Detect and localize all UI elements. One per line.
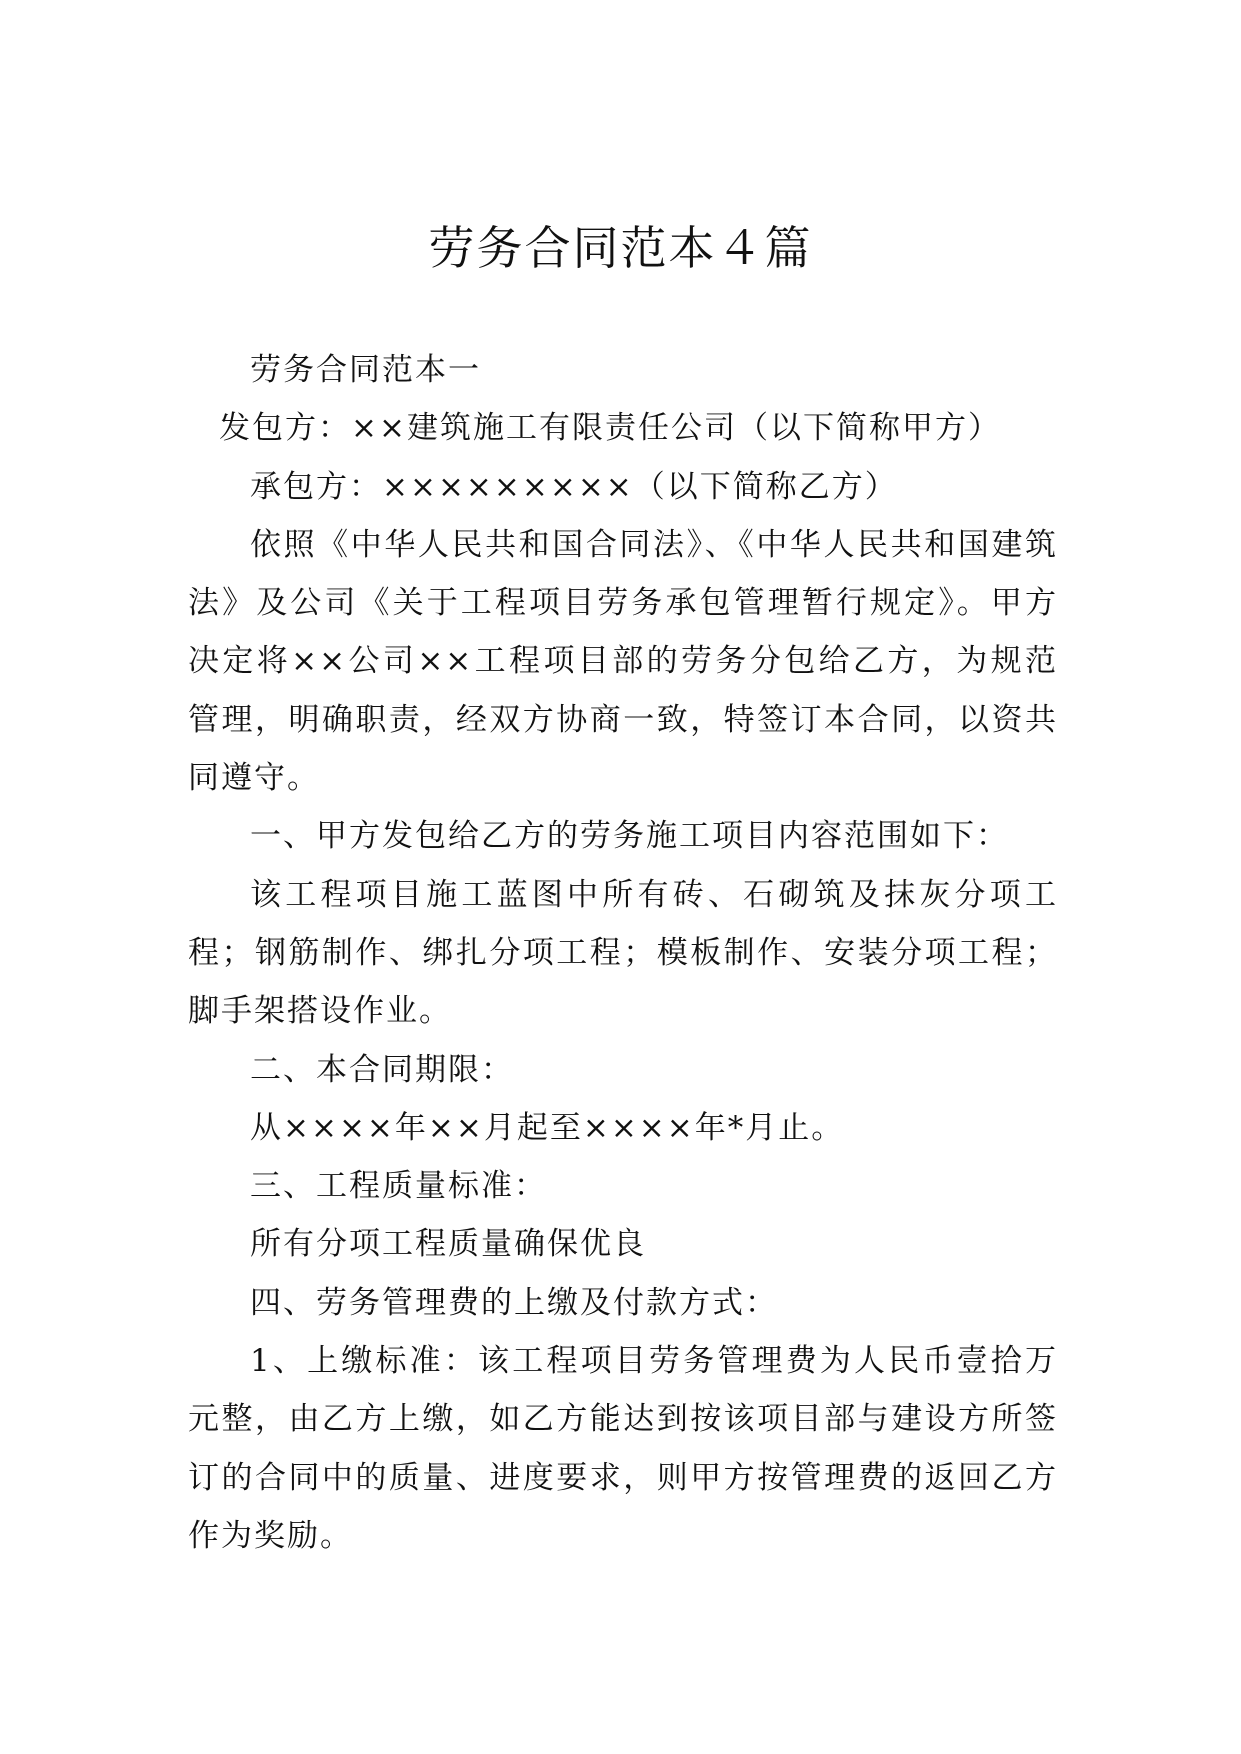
- section-heading-contract-one: 劳务合同范本一: [250, 352, 481, 388]
- clause-one-heading: 一、甲方发包给乙方的劳务施工项目内容范围如下：: [250, 818, 1009, 855]
- clause-one-content: 该工程项目施工蓝图中所有砖、石砌筑及抹灰分项工程；钢筋制作、绑扎分项工程；模板制作、安装分项工程；脚手架搭设作业。: [188, 876, 1058, 1030]
- clause-three-content: 所有分项工程质量确保优良: [250, 1226, 646, 1263]
- employer-party-line: 发包方：××建筑施工有限责任公司（以下简称甲方）: [219, 410, 1001, 447]
- contractor-party-line: 承包方：×××××××××（以下简称乙方）: [250, 468, 898, 505]
- preamble-paragraph: 依照《中华人民共和国合同法》、《中华人民共和国建筑法》及公司《关于工程项目劳务承包管理暂行规定》。甲方决定将××公司××工程项目部的劳务分包给乙方，为规范管理，明确职责，经双方协商一致，特签订本合同，以资共同遵守。: [188, 526, 1058, 797]
- clause-two-heading: 二、本合同期限：: [250, 1051, 514, 1088]
- clause-four-heading: 四、劳务管理费的上缴及付款方式：: [250, 1284, 778, 1321]
- clause-two-content: 从××××年××月起至××××年*月止。: [250, 1109, 845, 1146]
- document-body: [188, 341, 1058, 1565]
- document-title: 劳务合同范本４篇: [428, 221, 813, 275]
- clause-three-heading: 三、工程质量标准：: [250, 1168, 547, 1205]
- clause-four-item-one: 1、上缴标准：该工程项目劳务管理费为人民币壹拾万元整，由乙方上缴，如乙方能达到按该项目部与建设方所签订的合同中的质量、进度要求，则甲方按管理费的返回乙方作为奖励。: [188, 1343, 1058, 1554]
